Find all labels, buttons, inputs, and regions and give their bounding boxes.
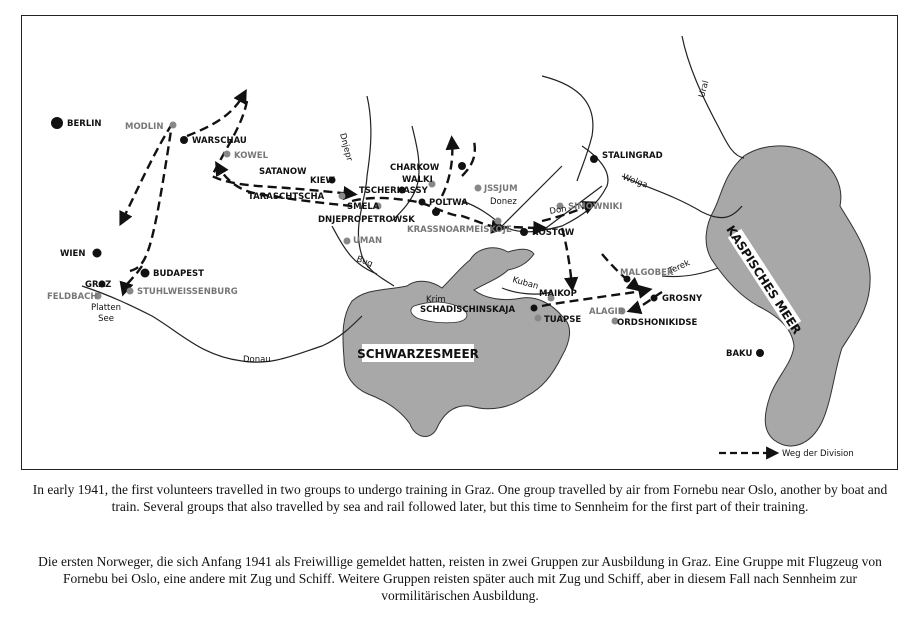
- dnjepr-label: Dnjepr: [337, 132, 355, 163]
- legend: [719, 449, 854, 459]
- caption-english: In early 1941, the first volunteers travelled in two groups to undergo training in Graz. One group travelled by air from Fornebu near Oslo, another by boat and train. Several groups that also travelled by sea and rail followed later, but this time to Sennheim for the first part of their training.: [32, 482, 888, 514]
- grosny-marker: [651, 295, 658, 302]
- map-canvas: [22, 16, 896, 468]
- donau-label: Donau: [243, 355, 271, 365]
- alagir-label: ALAGIR: [589, 307, 625, 317]
- baku-label: BAKU: [726, 349, 753, 359]
- tuapse-label: TUAPSE: [544, 315, 582, 325]
- berlin-label: BERLIN: [67, 119, 102, 129]
- warschau-label: WARSCHAU: [192, 136, 247, 146]
- maikop-label: MAIKOP: [539, 289, 577, 299]
- graz-label: GRAZ: [85, 280, 112, 290]
- wien-label: WIEN: [60, 249, 86, 259]
- ural-label: Ural: [697, 79, 712, 99]
- stalingrad-label: STALINGRAD: [602, 151, 663, 161]
- budapest-marker: [141, 269, 150, 278]
- poltwa-marker: [419, 199, 426, 206]
- uman-marker: [344, 238, 351, 245]
- schadischinskaja-marker: [531, 305, 538, 312]
- jssjum-marker: [475, 185, 482, 192]
- map-frame: [21, 15, 898, 470]
- legend-label: Weg der Division: [782, 449, 854, 459]
- black-sea-shape: [343, 248, 570, 437]
- terek-label: Terek: [667, 258, 692, 277]
- walki-label: WALKI: [402, 175, 433, 185]
- stalingrad-marker: [590, 155, 598, 163]
- kowel-label: KOWEL: [234, 151, 269, 161]
- kowel-marker: [224, 151, 231, 158]
- berlin-marker: [51, 117, 63, 129]
- feldbach-label: FELDBACH: [47, 292, 98, 302]
- stuhlweissenburg-marker: [127, 288, 134, 295]
- krassnoarmeiskoje-marker: [495, 218, 502, 225]
- modlin-marker: [170, 122, 177, 129]
- don-label: Don: [548, 204, 568, 217]
- smela-label: SMELA: [347, 202, 380, 212]
- rostow-label: ROSTOW: [532, 228, 575, 238]
- satanow-label: SATANOW: [259, 167, 307, 177]
- tscherkassy-label: TSCHERKASSY: [359, 186, 428, 196]
- warschau-marker: [180, 136, 188, 144]
- caspian-sea-label: KASPISCHES MEER: [723, 223, 805, 337]
- black-sea-label: SCHWARZESMEER: [357, 347, 479, 361]
- ordshonikidse-label: ORDSHONIKIDSE: [617, 318, 698, 328]
- schadischinskaja-label: SCHADISCHINSKAJA: [420, 305, 516, 315]
- uman-label: UMAN: [353, 236, 383, 246]
- baku-marker: [756, 349, 764, 357]
- simowniki-label: SIMOWNIKI: [568, 202, 623, 212]
- caspian-sea-shape: [706, 146, 870, 446]
- modlin-label: MODLIN: [125, 122, 164, 132]
- grosny-label: GROSNY: [662, 294, 703, 304]
- dnjepropetrowsk-label: DNJEPROPETROWSK: [318, 215, 415, 225]
- kuban-label: Kuban: [511, 275, 540, 292]
- dnjepropetrowsk-marker: [432, 208, 440, 216]
- wolga-label: Wolga: [620, 172, 649, 191]
- rostow-marker: [520, 228, 528, 236]
- wien-marker: [93, 249, 102, 258]
- krim-label: Krim: [426, 295, 446, 305]
- caption-german: Die ersten Norweger, die sich Anfang 1941 als Freiwillige gemeldet hatten, reisten in zwei Gruppen zur Ausbildung in Graz. Eine Gruppe mit Flugzeug von Fornebu bei Oslo, eine andere mit Zug und Schiff. Weitere Gruppen reisten später auch mit Zug und Schiff, aber in diesem Fall nach Sennheim zur vormilitärischen Ausbildung.: [38, 554, 882, 603]
- platten-see-label: Platten See: [91, 303, 121, 324]
- krassnoarmeiskoje-label: KRASSNOARMEISKOJE: [407, 225, 512, 235]
- charkow-label: CHARKOW: [390, 163, 440, 173]
- bug-label: Bug: [354, 254, 375, 270]
- stuhlweissenburg-label: STUHLWEISSENBURG: [137, 287, 238, 297]
- donez-label: Donez: [490, 197, 517, 207]
- malgobek-label: MALGOBEK: [620, 268, 674, 278]
- charkow-marker: [458, 162, 466, 170]
- taraschtscha-marker: [339, 193, 346, 200]
- jssjum-label: JSSJUM: [484, 184, 518, 194]
- kiew-label: KIEW: [310, 176, 335, 186]
- tuapse-marker: [535, 315, 542, 322]
- poltwa-label: POLTWA: [429, 198, 468, 208]
- taraschtscha-label: TARASCHTSCHA: [248, 192, 325, 202]
- budapest-label: BUDAPEST: [153, 269, 204, 279]
